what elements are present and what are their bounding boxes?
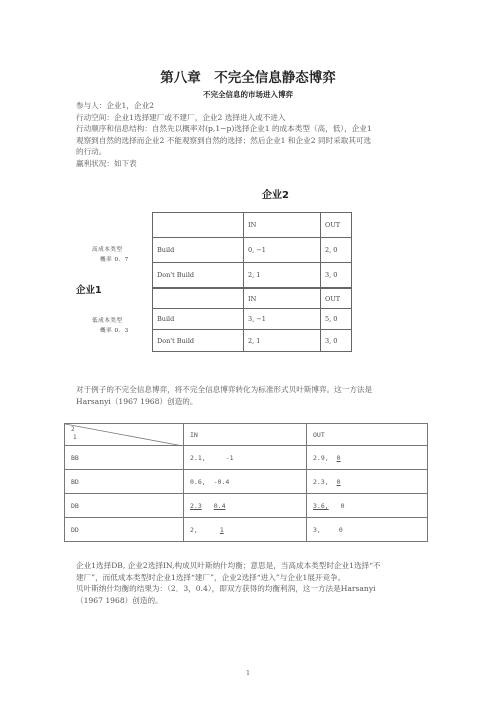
table-cell: DD: [65, 518, 184, 542]
order-line-2: 观察到自然的选择而企业2 不能观察到自然的选择；然后企业1 和企业2 同时采取其可选: [76, 135, 372, 145]
payoff-1: 2.3,: [313, 477, 329, 486]
payoff-1: 2.1,: [190, 453, 206, 462]
table-cell: [184, 518, 307, 542]
table-row: [153, 238, 352, 263]
table-cell: [184, 446, 307, 470]
table-row: [65, 470, 428, 494]
table-cell: [153, 289, 244, 309]
payoff-2: 0.4: [213, 501, 226, 510]
table-cell: IN: [244, 289, 321, 309]
payoff-2: 1: [219, 525, 224, 534]
high-cost-prob: 概率 0．7: [100, 257, 129, 263]
payoff-1: 2.9,: [313, 453, 329, 462]
page-title: 第八章 不完全信息静态博弈: [160, 70, 336, 86]
table-row: [153, 330, 352, 352]
payoff-2: 0: [336, 453, 341, 462]
table-cell: BB: [65, 446, 184, 470]
table-cell: IN: [244, 213, 321, 238]
bayesian-normal-form-table: [64, 423, 428, 542]
table-cell: DB: [65, 494, 184, 518]
table-row: [153, 263, 352, 288]
conclusion-line-2: 建厂”，而低成本类型时企业1选择“建厂”，企业2选择“进入”与企业1展开竞争。: [76, 572, 346, 582]
table-header-row: [153, 213, 352, 238]
table-cell: OUT: [307, 424, 428, 446]
diagonal-divider: [65, 424, 183, 446]
payoff-table-high-cost: [152, 212, 352, 288]
table-cell: 2, 1: [244, 330, 321, 352]
table-cell: [307, 494, 428, 518]
low-cost-prob: 概率 0．3: [100, 328, 129, 334]
table-row: [65, 494, 428, 518]
payoff-2: -1: [225, 453, 234, 462]
low-cost-type: 低成本类型: [92, 318, 123, 324]
order-line-3: 的行动。: [76, 147, 107, 156]
payoff-1: 3.6,: [313, 501, 329, 510]
table-cell: 3, −1: [244, 309, 321, 330]
table-cell: Don't Build: [153, 330, 244, 352]
player1-label: 企业1: [76, 285, 102, 296]
bayesian-intro-line-2: Harsanyi（1967 1968）创造的。: [76, 396, 198, 406]
table-header-row: [153, 289, 352, 309]
high-cost-type: 高成本类型: [92, 247, 123, 253]
payoff-2: 0: [340, 501, 345, 510]
payoff-1: 0.6,: [190, 477, 206, 486]
table-cell: BD: [65, 470, 184, 494]
conclusion-line-1: 企业1选择DB, 企业2选择IN,构成贝叶斯纳什均衡；意思是，当高成本类型时企业1选择“不: [76, 561, 381, 570]
bayesian-intro-line-1: 对于例子的不完全信息博弈，将不完全信息博弈转化为标准形式贝叶斯博弈。这一方法是: [76, 385, 373, 394]
table-cell: OUT: [321, 213, 352, 238]
payoff-1: 2,: [190, 525, 198, 534]
bayesian-intro: [76, 384, 426, 407]
action-space-line: 行动空间：企业1选择建厂或不建厂，企业2 选择进入或不进入: [76, 112, 286, 122]
table-cell: 2, 1: [244, 263, 321, 288]
player2-label: 企业2: [262, 190, 289, 201]
payoff-1: 2.3: [190, 501, 202, 510]
table-cell: [307, 518, 428, 542]
table-row: [65, 446, 428, 470]
players-line: 参与人：企业1，企业2: [76, 101, 155, 110]
conclusion-paragraph: [76, 560, 426, 606]
low-cost-label: [92, 316, 129, 336]
table-cell: 3, 0: [321, 263, 352, 288]
section-subtitle: 不完全信息的市场进入博弈: [203, 90, 293, 99]
payoff-2: 0: [338, 525, 343, 534]
table-cell: IN: [184, 424, 307, 446]
conclusion-line-3: 贝叶斯纳什均衡的结果为：（2．3，0.4），即双方获得的均衡利润，这一方法是Harsanyi: [76, 584, 376, 593]
payoff-2: 0: [336, 477, 341, 486]
corner-top-label: 2: [71, 426, 75, 433]
payoff-line: 赢利状况：如下表: [76, 158, 137, 168]
table-cell: Don't Build: [153, 263, 244, 288]
table-cell: [184, 470, 307, 494]
payoff-1: 3,: [313, 525, 321, 534]
table-cell: Build: [153, 309, 244, 330]
intro-paragraph: [76, 100, 426, 169]
table-cell: [153, 213, 244, 238]
table-cell: [307, 470, 428, 494]
high-cost-label: [92, 245, 129, 265]
payoff-table-low-cost: [152, 288, 352, 352]
table-cell: [184, 494, 307, 518]
table-cell: 5, 0: [321, 309, 352, 330]
corner-bottom-label: 1: [73, 434, 77, 441]
table-row: [153, 309, 352, 330]
payoff-2: -0.4: [213, 477, 230, 486]
table-cell: OUT: [321, 289, 352, 309]
order-line-1: 行动顺序和信息结构：自然先以概率对(p,1−p)选择企业1 的成本类型（高，低），企业1: [76, 124, 372, 133]
table-cell: 3, 0: [321, 330, 352, 352]
table-row: [65, 518, 428, 542]
table-cell: 2, 0: [321, 238, 352, 263]
table-header-row: [65, 424, 428, 446]
conclusion-line-4: （1967 1968）创造的。: [76, 595, 163, 605]
page-number: 1: [246, 670, 250, 677]
table-cell: Build: [153, 238, 244, 263]
corner-cell: [65, 424, 184, 446]
table-cell: [307, 446, 428, 470]
table-cell: 0, −1: [244, 238, 321, 263]
